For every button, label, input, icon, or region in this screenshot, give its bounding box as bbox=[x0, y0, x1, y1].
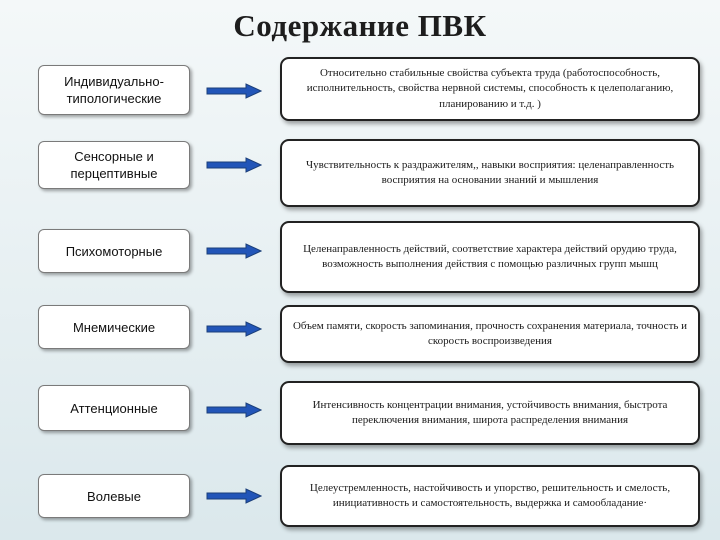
arrow-right-icon bbox=[206, 488, 262, 504]
description-box: Целеустремленность, настойчивость и упорство, решительность и смелость, инициативность и самостоятельность, выдержка и самообладание· bbox=[280, 465, 700, 527]
description-box: Относительно стабильные свойства субъекта труда (работоспособность, исполнительность, свойства нервной системы, способность к целеполаганию, планированию и т.д. ) bbox=[280, 57, 700, 121]
category-box: Аттенционные bbox=[38, 385, 190, 431]
arrow-right-icon bbox=[206, 402, 262, 418]
category-box: Мнемические bbox=[38, 305, 190, 349]
arrow-right-icon bbox=[206, 157, 262, 173]
description-box: Чувствительность к раздражителям,, навыки восприятия: целенаправленность восприятия на основании знаний и мышления bbox=[280, 139, 700, 207]
category-box: Сенсорные и перцептивные bbox=[38, 141, 190, 189]
description-box: Интенсивность концентрации внимания, устойчивость внимания, быстрота переключения внимания, широта распределения внимания bbox=[280, 381, 700, 445]
arrow-right-icon bbox=[206, 321, 262, 337]
arrow-right-icon bbox=[206, 83, 262, 99]
description-box: Объем памяти, скорость запоминания, прочность сохранения материала, точность и скорость воспроизведения bbox=[280, 305, 700, 363]
page-title: Содержание ПВК bbox=[233, 8, 487, 43]
category-box: Психомоторные bbox=[38, 229, 190, 273]
description-box: Целенаправленность действий, соответствие характера действий орудию труда, возможность выполнения действия с помощью различных групп мышц bbox=[280, 221, 700, 293]
category-box: Волевые bbox=[38, 474, 190, 518]
category-box: Индивидуально-типологические bbox=[38, 65, 190, 115]
arrow-right-icon bbox=[206, 243, 262, 259]
